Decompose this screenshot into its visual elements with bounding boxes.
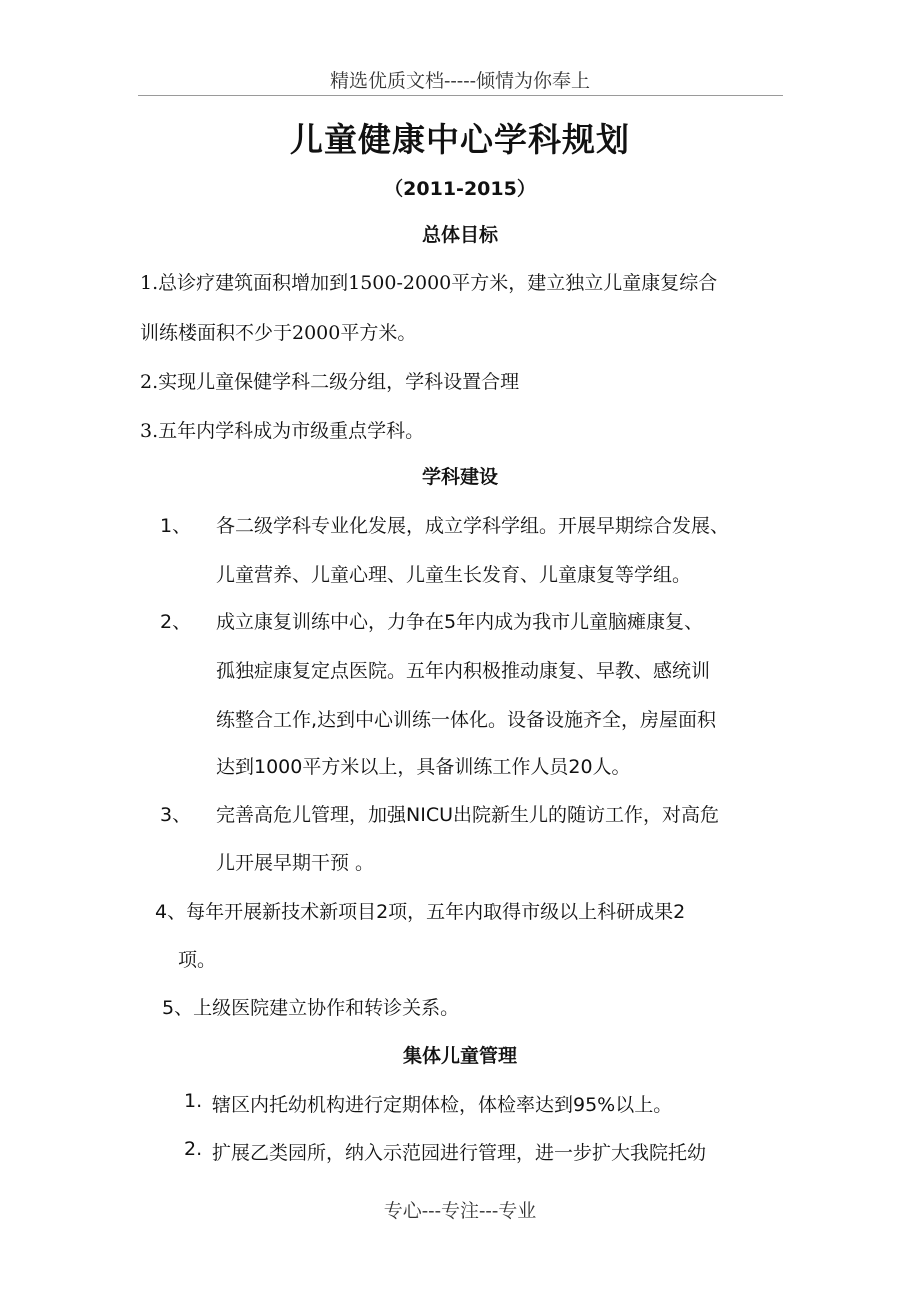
discipline-item-2-line-2: 孤独症康复定点医院。五年内积极推动康复、早教、感统训 <box>216 660 711 682</box>
discipline-item-4-line-1: 4、每年开展新技术新项目2项，五年内取得市级以上科研成果2 <box>155 901 686 923</box>
header-divider <box>138 95 783 96</box>
collective-item-1-number: 1. <box>184 1090 203 1112</box>
discipline-item-1-line-2: 儿童营养、儿童心理、儿童生长发育、儿童康复等学组。 <box>216 564 692 586</box>
section-heading-goals: 总体目标 <box>421 224 498 246</box>
discipline-item-5: 5、上级医院建立协作和转诊关系。 <box>162 997 460 1019</box>
discipline-item-2-number: 2、 <box>160 611 192 633</box>
discipline-item-3-line-2: 儿开展早期干预 。 <box>216 852 375 874</box>
goal-line-1: 1.总诊疗建筑面积增加到1500-2000平方米，建立独立儿童康复综合 <box>140 272 718 294</box>
discipline-item-1-number: 1、 <box>160 515 192 537</box>
discipline-item-2-line-1: 成立康复训练中心，力争在5年内成为我市儿童脑瘫康复、 <box>216 611 704 633</box>
page-header: 精选优质文档-----倾情为你奉上 <box>329 70 591 92</box>
section-heading-collective: 集体儿童管理 <box>402 1045 517 1067</box>
collective-item-2-text: 扩展乙类园所，纳入示范园进行管理，进一步扩大我院托幼 <box>212 1142 707 1164</box>
page-footer: 专心---专注---专业 <box>383 1200 537 1222</box>
discipline-item-1-line-1: 各二级学科专业化发展，成立学科学组。开展早期综合发展、 <box>216 515 730 537</box>
discipline-item-2-line-3: 练整合工作,达到中心训练一体化。设备设施齐全，房屋面积 <box>216 709 717 731</box>
goal-line-3: 2.实现儿童保健学科二级分组，学科设置合理 <box>140 371 520 393</box>
discipline-item-4-line-2: 项。 <box>178 949 217 971</box>
discipline-item-2-line-4: 达到1000平方米以上，具备训练工作人员20人。 <box>216 756 631 778</box>
discipline-item-3-line-1: 完善高危儿管理，加强NICU出院新生儿的随访工作，对高危 <box>216 804 719 826</box>
collective-item-1-text: 辖区内托幼机构进行定期体检，体检率达到95%以上。 <box>212 1094 673 1116</box>
collective-item-2-number: 2. <box>184 1138 203 1160</box>
goal-line-2: 训练楼面积不少于2000平方米。 <box>140 322 417 344</box>
discipline-item-3-number: 3、 <box>160 804 192 826</box>
document-years: （2011-2015） <box>384 178 536 200</box>
document-title: 儿童健康中心学科规划 <box>290 120 630 159</box>
section-heading-discipline: 学科建设 <box>421 466 498 488</box>
goal-line-4: 3.五年内学科成为市级重点学科。 <box>140 420 425 442</box>
